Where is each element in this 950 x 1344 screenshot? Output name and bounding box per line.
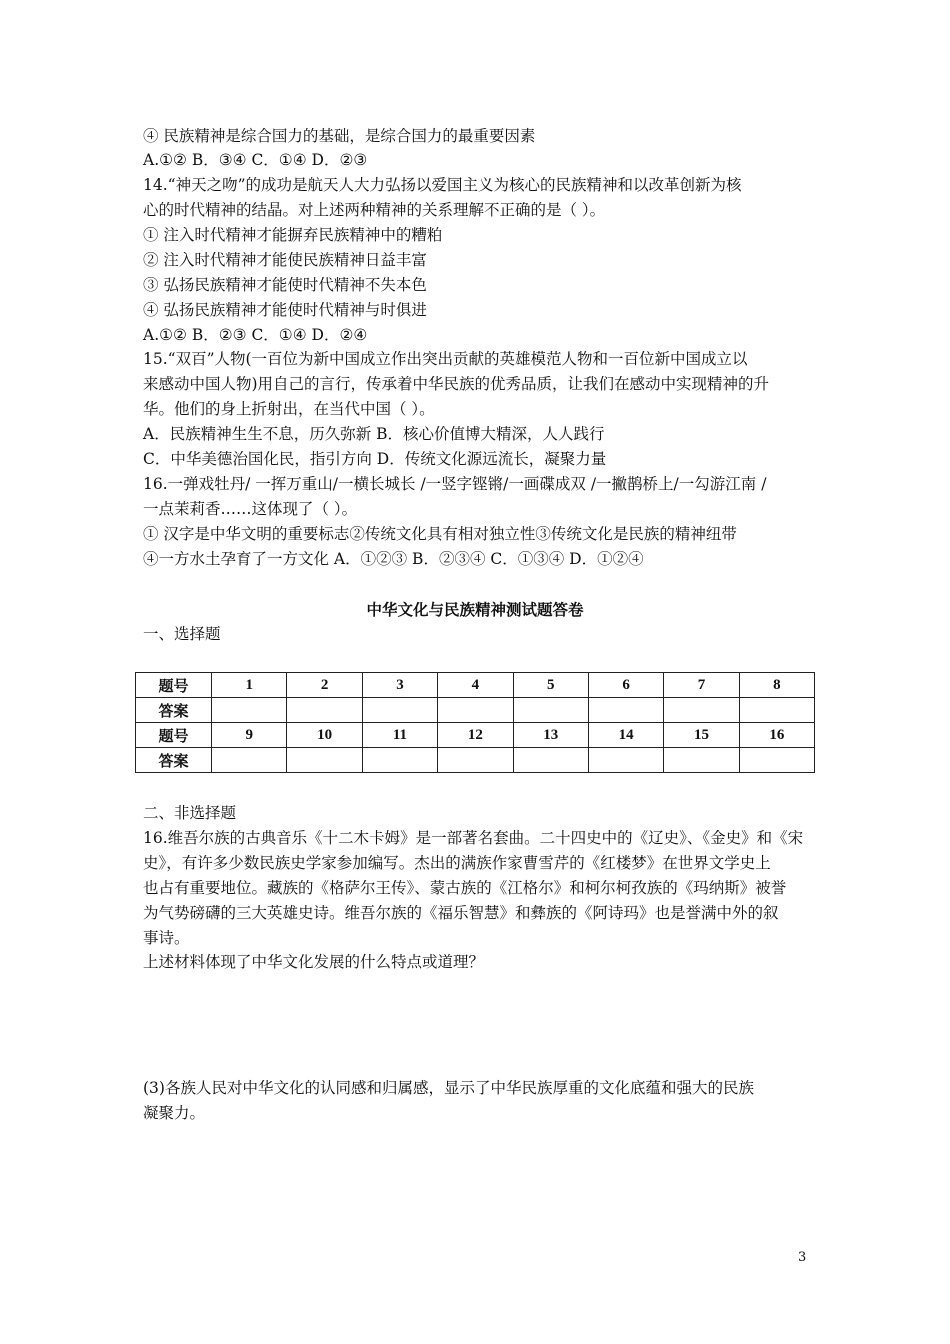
question-number: 8	[739, 673, 814, 698]
question-number: 7	[664, 673, 739, 698]
answer-table	[135, 672, 815, 773]
answer-cell[interactable]	[664, 698, 739, 723]
table-row-answers-2	[136, 748, 815, 773]
page-number: 3	[798, 1250, 807, 1265]
q15-stem-line-3: 华。他们的身上折射出，在当代中国（ ）。	[143, 400, 435, 418]
q16-material-line-5: 事诗。	[143, 929, 190, 947]
question-number: 14	[588, 723, 663, 748]
answer-cell[interactable]	[212, 698, 287, 723]
answer-cell[interactable]	[513, 748, 588, 773]
answer-cell[interactable]	[739, 698, 814, 723]
question-number: 13	[513, 723, 588, 748]
question-number: 16	[739, 723, 814, 748]
table-row-answers-1	[136, 698, 815, 723]
q14-option-3: ③ 弘扬民族精神才能使时代精神不失本色	[143, 276, 427, 294]
answer-sheet-title: 中华文化与民族精神测试题答卷	[366, 600, 584, 619]
question-number: 15	[664, 723, 739, 748]
row-label-number: 题号	[136, 673, 212, 698]
question-number: 4	[438, 673, 513, 698]
q16-material-line-1: 16.维吾尔族的古典音乐《十二木卡姆》是一部著名套曲。二十四史中的《辽史》、《金史》和《宋	[143, 829, 804, 847]
q16-material-line-4: 为气势磅礴的三大英雄史诗。维吾尔族的《福乐智慧》和彝族的《阿诗玛》也是誉满中外的叙	[143, 904, 779, 922]
question-number: 9	[212, 723, 287, 748]
answer-cell[interactable]	[362, 698, 437, 723]
question-number: 6	[588, 673, 663, 698]
q14-choices: A.①② B．②③ C．①④ D．②④	[143, 326, 368, 344]
q13-choices: A.①② B．③④ C．①④ D．②③	[143, 151, 368, 169]
q13-option-4: ④ 民族精神是综合国力的基础，是综合国力的最重要因素	[143, 127, 536, 145]
answer-cell[interactable]	[664, 748, 739, 773]
section-choice-heading: 一、选择题	[143, 625, 221, 643]
q14-stem-line-1: 14.“神天之吻”的成功是航天人大力弘扬以爱国主义为核心的民族精神和以改革创新为核	[143, 176, 742, 194]
answer-cell[interactable]	[588, 748, 663, 773]
question-number: 11	[362, 723, 437, 748]
answer-cell[interactable]	[588, 698, 663, 723]
question-number: 2	[287, 673, 362, 698]
question-number: 12	[438, 723, 513, 748]
q16-material-line-2: 史》，有许多少数民族史学家参加编写。杰出的满族作家曹雪芹的《红楼梦》在世界文学史上	[143, 854, 771, 872]
q16-options-line-2: ④一方水土孕育了一方文化 A．①②③ B．②③④ C．①③④ D．①②④	[143, 550, 644, 568]
q15-stem-line-1: 15.“双百”人物(一百位为新中国成立作出突出贡献的英雄模范人物和一百位新中国成立以	[143, 350, 748, 368]
q16-question: 上述材料体现了中华文化发展的什么特点或道理？	[143, 953, 485, 971]
q16-stem-line-2: 一点茉莉香……这体现了（ ）。	[143, 500, 358, 518]
question-number: 3	[362, 673, 437, 698]
q14-option-1: ① 注入时代精神才能摒弃民族精神中的糟粕	[143, 226, 443, 244]
answer-text-line-2: 凝聚力。	[143, 1104, 206, 1122]
answer-cell[interactable]	[362, 748, 437, 773]
q14-option-4: ④ 弘扬民族精神才能使时代精神与时俱进	[143, 301, 427, 319]
answer-cell[interactable]	[438, 748, 513, 773]
question-number: 1	[212, 673, 287, 698]
question-number: 5	[513, 673, 588, 698]
table-row-numbers-1	[136, 673, 815, 698]
answer-cell[interactable]	[739, 748, 814, 773]
table-row-numbers-2	[136, 723, 815, 748]
answer-cell[interactable]	[438, 698, 513, 723]
q15-choices-cd: C．中华美德治国化民，指引方向 D．传统文化源远流长，凝聚力量	[143, 450, 607, 468]
answer-cell[interactable]	[212, 748, 287, 773]
question-number: 10	[287, 723, 362, 748]
row-label-answer: 答案	[136, 698, 212, 723]
answer-text-line-1: (3)各族人民对中华文化的认同感和归属感，显示了中华民族厚重的文化底蕴和强大的民族	[143, 1079, 754, 1097]
q15-stem-line-2: 来感动中国人物)用自己的言行，传承着中华民族的优秀品质，让我们在感动中实现精神的升	[143, 375, 770, 393]
answer-cell[interactable]	[287, 698, 362, 723]
q16-material-line-3: 也占有重要地位。藏族的《格萨尔王传》、蒙古族的《江格尔》和柯尔柯孜族的《玛纳斯》被誉	[143, 879, 787, 897]
answer-cell[interactable]	[513, 698, 588, 723]
row-label-number: 题号	[136, 723, 212, 748]
answer-cell[interactable]	[287, 748, 362, 773]
q16-stem-line-1: 16.一弹戏牡丹/ 一挥万重山/一横长城长 /一竖字铿锵/一画碟成双 /一撇鹊桥上/一勾游江南 /	[143, 475, 767, 493]
q15-choices-ab: A．民族精神生生不息，历久弥新 B．核心价值博大精深，人人践行	[143, 425, 605, 443]
section-nonchoice-heading: 二、非选择题	[143, 804, 237, 822]
q14-option-2: ② 注入时代精神才能使民族精神日益丰富	[143, 251, 427, 269]
q14-stem-line-2: 心的时代精神的结晶。对上述两种精神的关系理解不正确的是（ ）。	[143, 201, 606, 219]
q16-options-line-1: ① 汉字是中华文明的重要标志②传统文化具有相对独立性③传统文化是民族的精神纽带	[143, 525, 737, 543]
row-label-answer: 答案	[136, 748, 212, 773]
